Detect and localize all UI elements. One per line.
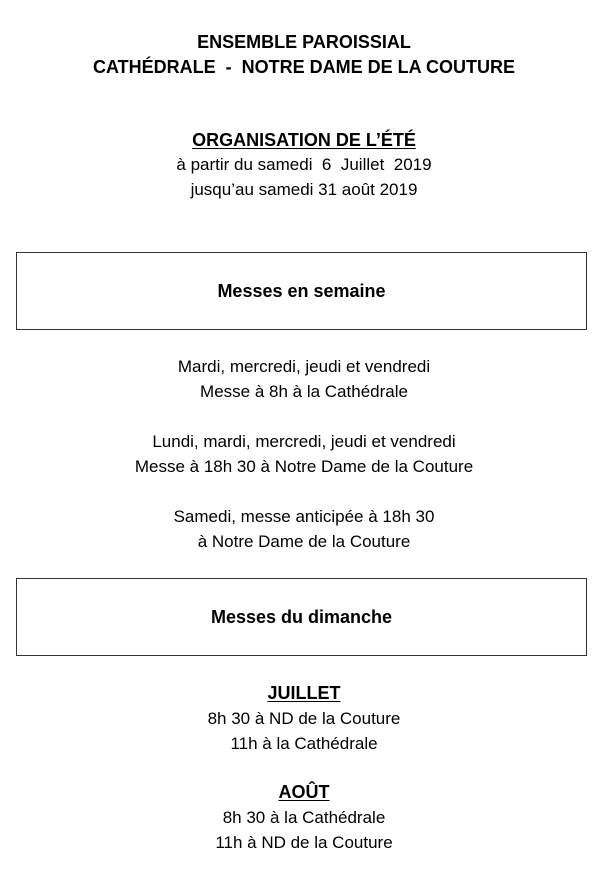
weekday-group-2-time: Messe à 18h 30 à Notre Dame de la Couture <box>134 457 474 476</box>
header-line-2: CATHÉDRALE - NOTRE DAME DE LA COUTURE <box>93 57 515 77</box>
sunday-masses-heading: Messes du dimanche <box>210 606 393 627</box>
weekday-group-1-days: Mardi, mercredi, jeudi et vendredi <box>177 357 431 376</box>
weekday-masses-heading: Messes en semaine <box>217 280 386 301</box>
july-mass-2: 11h à la Cathédrale <box>230 734 378 753</box>
header-line-1: ENSEMBLE PAROISSIAL <box>197 32 411 52</box>
july-mass-1: 8h 30 à ND de la Couture <box>207 709 401 728</box>
summer-start-date: à partir du samedi 6 Juillet 2019 <box>176 155 432 174</box>
weekday-group-1-time: Messe à 8h à la Cathédrale <box>200 382 408 401</box>
august-mass-2: 11h à ND de la Couture <box>215 833 393 852</box>
weekday-group-3-days: Samedi, messe anticipée à 18h 30 <box>173 507 435 526</box>
august-mass-1: 8h 30 à la Cathédrale <box>222 808 386 827</box>
weekday-masses-heading-box <box>16 252 587 330</box>
weekday-group-2-days: Lundi, mardi, mercredi, jeudi et vendredi <box>152 432 456 451</box>
summer-end-date: jusqu’au samedi 31 août 2019 <box>190 180 418 199</box>
weekday-group-3-location: à Notre Dame de la Couture <box>197 532 411 551</box>
sunday-masses-heading-box <box>16 578 587 656</box>
summer-title: ORGANISATION DE L’ÉTÉ <box>192 130 416 150</box>
month-august-title: AOÛT <box>278 782 330 802</box>
month-july-title: JUILLET <box>267 683 341 703</box>
